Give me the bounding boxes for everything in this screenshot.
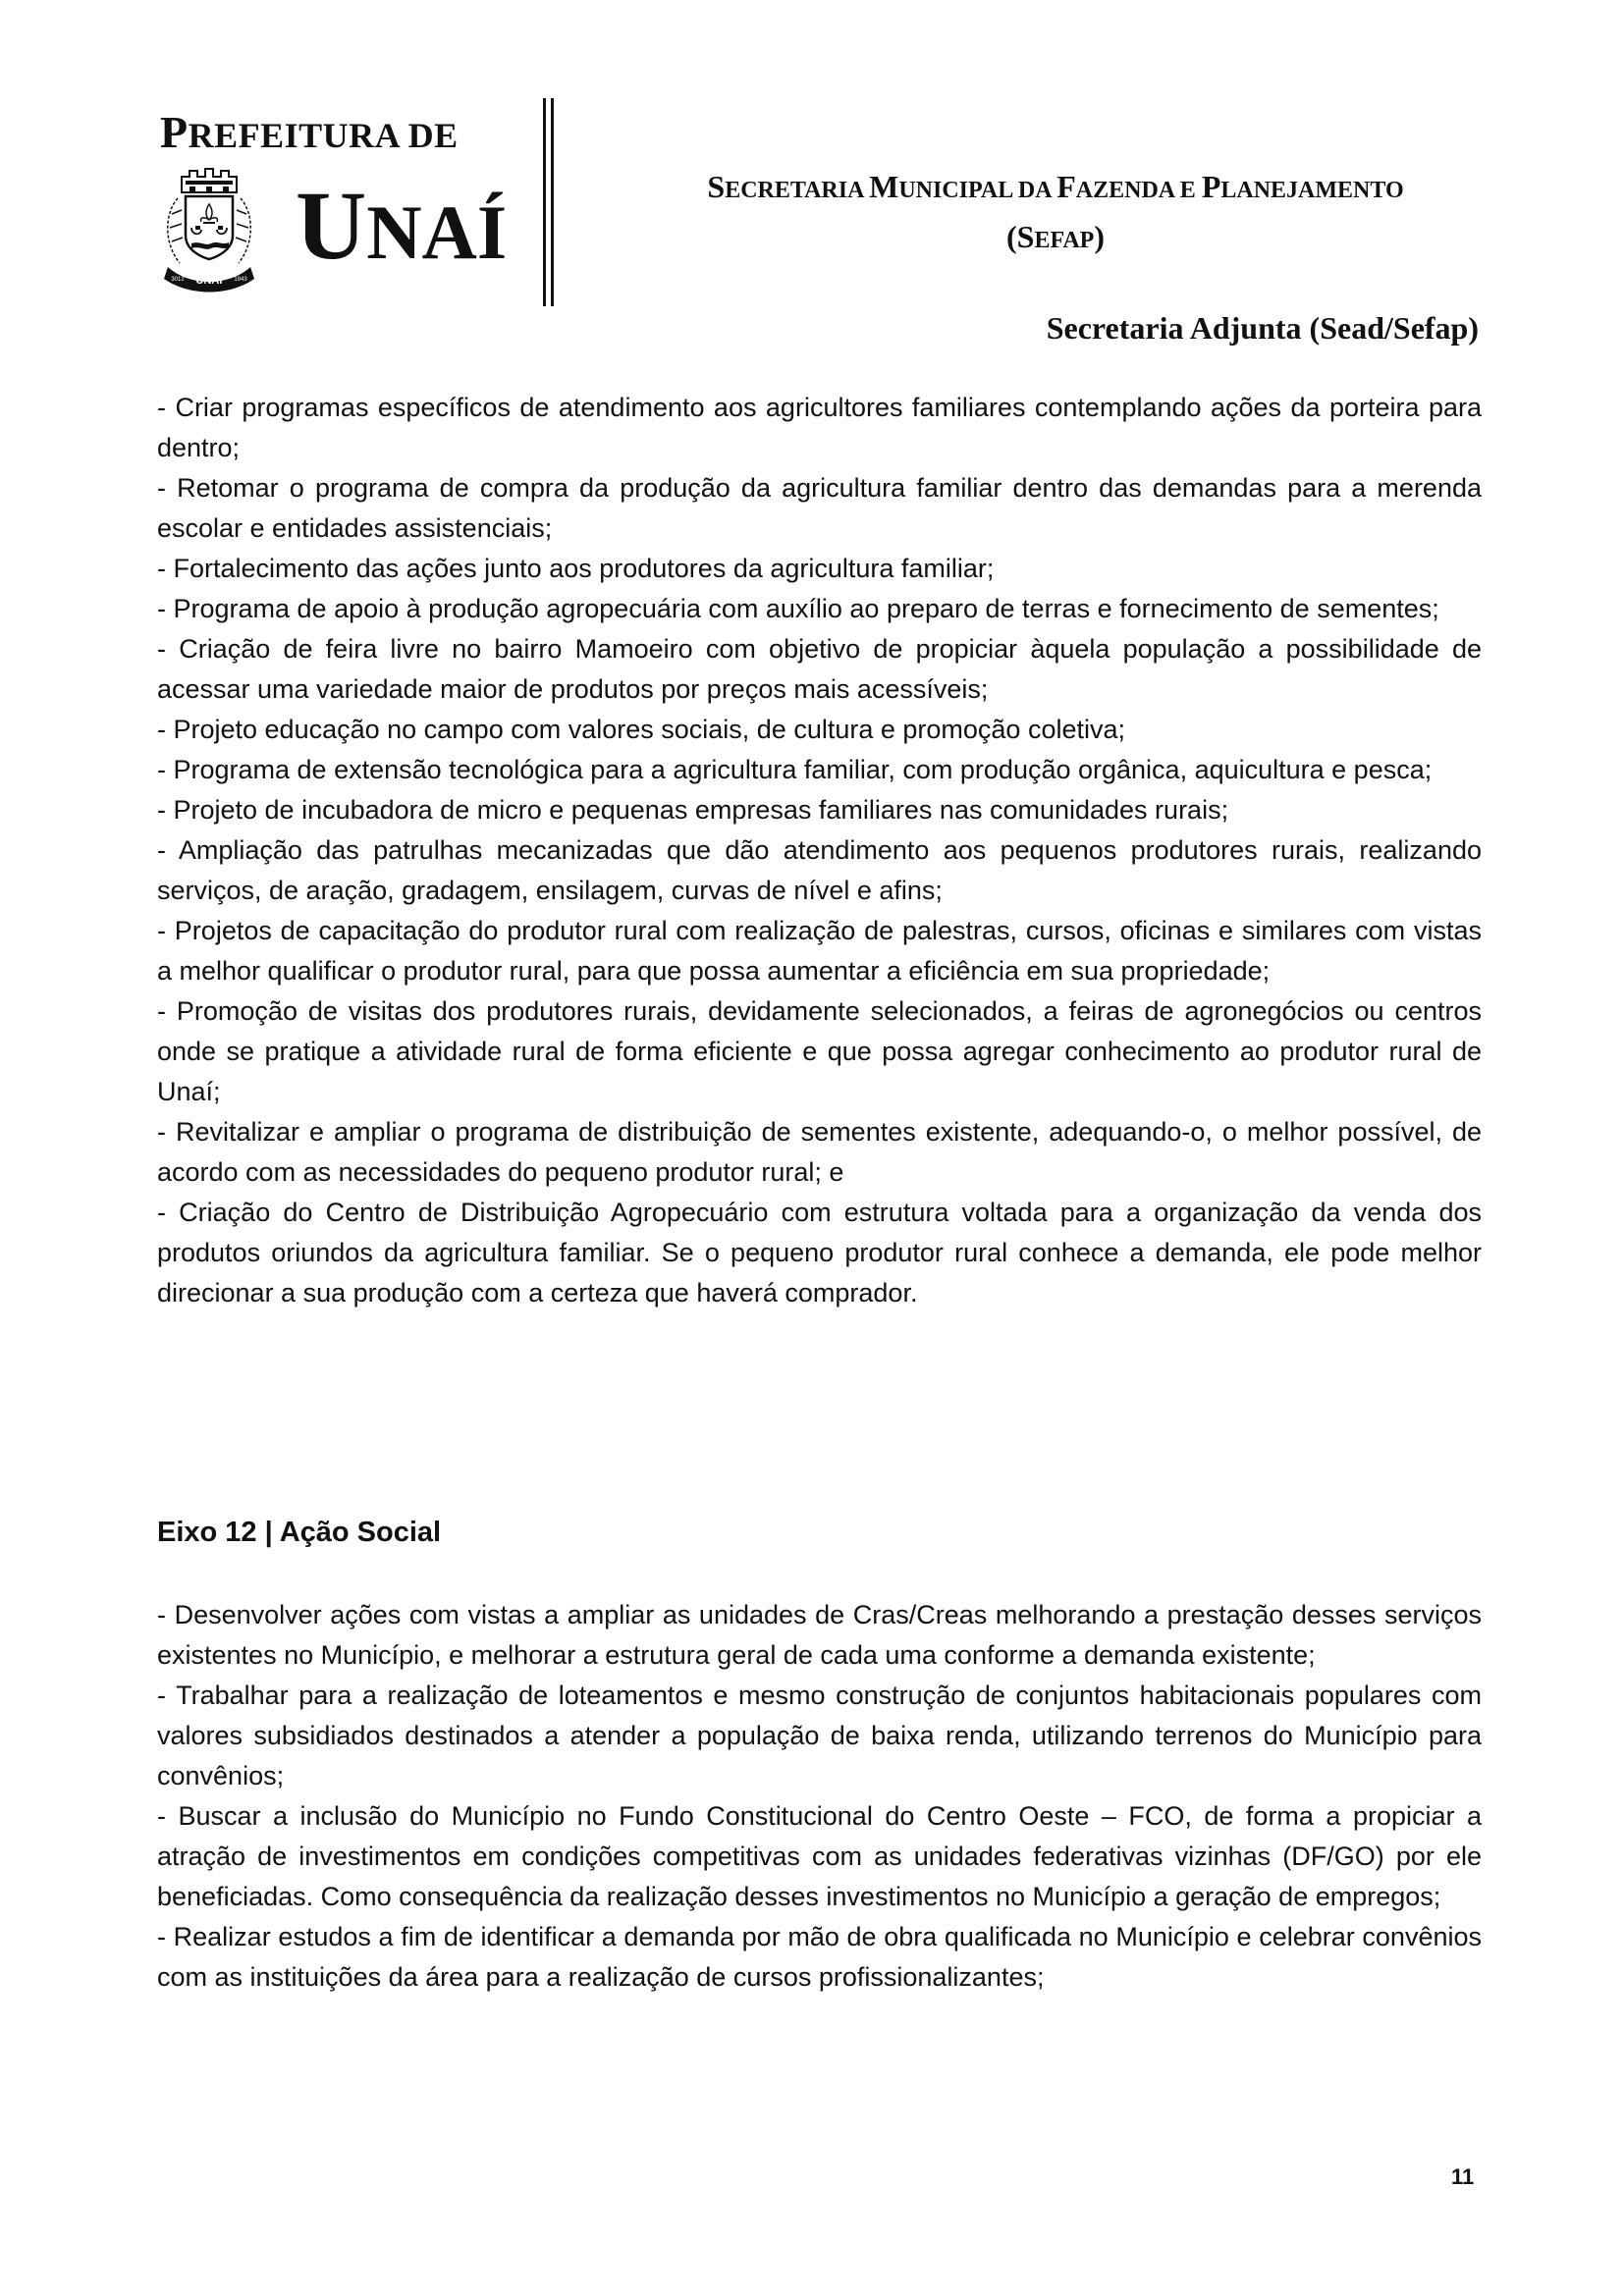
city-rest: NAÍ (366, 189, 508, 275)
list-item: - Criação do Centro de Distribuição Agropecuário com estrutura voltada para a organização da venda dos produtos oriundos da agricultura familiar. Se o pequeno produtor rural conhece a demanda, ele pode melhor direcionar a sua produção com a certeza que haverá comprador. (157, 1198, 1482, 1308)
city-logo-row (160, 165, 508, 293)
sec-word-initial: S (1016, 219, 1035, 254)
sec-word-initial: M (869, 169, 899, 204)
list-item: - Criação de feira livre no bairro Mamoeiro com objetivo de propiciar àquela população a possibilidade de acessar uma variedade maior de produtos por preços mais acessíveis; (157, 634, 1482, 704)
secretaria-title-line1 (589, 165, 1522, 215)
coat-of-arms-icon (160, 165, 258, 293)
prefeitura-rest: REFEITURA DE (188, 116, 459, 155)
list-item: - Retomar o programa de compra da produção da agricultura familiar dentro das demandas para a merenda escolar e entidades assistenciais; (157, 473, 1482, 543)
list-item: - Promoção de visitas dos produtores rurais, devidamente selecionados, a feiras de agronegócios ou centros onde se pratique a atividade rural de forma eficiente e que possa agregar conhecimento ao produtor rural de Unaí; (157, 996, 1482, 1106)
sec-paren-open: ( (1006, 219, 1017, 254)
crest-label: UNAÍ (195, 275, 223, 287)
list-item: - Criar programas específicos de atendimento aos agricultores familiares contemplando ações da porteira para dentro; (157, 393, 1482, 462)
city-initial: U (296, 171, 367, 280)
secretaria-title-line2 (589, 215, 1522, 265)
city-name (296, 171, 508, 280)
list-item: - Ampliação das patrulhas mecanizadas que dão atendimento aos pequenos produtores rurais, realizando serviços, de aração, gradagem, ensilagem, curvas de nível e afins; (157, 835, 1482, 905)
section-social-list (157, 1595, 1482, 1998)
section-agriculture-list (157, 388, 1482, 1313)
header-divider-right (551, 98, 554, 306)
sec-word-initial: P (1201, 169, 1221, 204)
section-heading: Eixo 12 | Ação Social (157, 1517, 442, 1548)
prefeitura-de-text (160, 107, 504, 157)
sec-word-rest: LANEJAMENTO (1220, 178, 1404, 203)
prefeitura-title (160, 107, 504, 157)
sec-word-rest: AZENDA E (1075, 178, 1202, 203)
list-item: - Projeto educação no campo com valores sociais, de cultura e promoção coletiva; (157, 715, 1126, 744)
sec-word-initial: S (707, 169, 726, 204)
list-item: - Trabalhar para a realização de loteamentos e mesmo construção de conjuntos habitacionais populares com valores subsidiados destinados a atender a população de baixa renda, utilizando terrenos do Município para convênios; (157, 1681, 1482, 1790)
header-divider-left (543, 98, 546, 306)
list-item: - Fortalecimento das ações junto aos produtores da agricultura familiar; (157, 554, 995, 583)
sec-word-initial: F (1056, 169, 1076, 204)
list-item: - Programa de apoio à produção agropecuária com auxílio ao preparo de terras e fornecimento de sementes; (157, 594, 1439, 623)
list-item: - Projeto de incubadora de micro e pequenas empresas familiares nas comunidades rurais; (157, 795, 1229, 825)
list-item: - Realizar estudos a fim de identificar a demanda por mão de obra qualificada no Município e celebrar convênios com as instituições da área para a realização de cursos profissionalizantes; (157, 1922, 1482, 1992)
list-item: - Revitalizar e ampliar o programa de distribuição de sementes existente, adequando-o, o melhor possível, de acordo com as necessidades do pequeno produtor rural; e (157, 1117, 1482, 1187)
sec-word-rest: EFAP (1034, 228, 1095, 253)
sec-word-rest: UNICIPAL DA (898, 178, 1057, 203)
secretaria-adjunta: Secretaria Adjunta (Sead/Sefap) (1046, 310, 1479, 346)
page-number: 11 (1451, 2164, 1475, 2189)
list-item: - Desenvolver ações com vistas a ampliar as unidades de Cras/Creas melhorando a prestação desses serviços existentes no Município, e melhorar a estrutura geral de cada uma conforme a demanda existente; (157, 1600, 1482, 1670)
list-item: - Projetos de capacitação do produtor rural com realização de palestras, cursos, oficinas e similares com vistas a melhor qualificar o produtor rural, para que possa aumentar a eficiência em sua propriedade; (157, 916, 1482, 986)
list-item: - Buscar a inclusão do Município no Fundo Constitucional do Centro Oeste – FCO, de forma a propiciar a atração de investimentos em condições competitivas com as unidades federativas vizinhas (DF/GO) por ele beneficiadas. Como consequência da realização desses investimentos no Município a geração de empregos; (157, 1801, 1482, 1911)
secretaria-title (589, 165, 1522, 265)
prefeitura-initial: P (160, 107, 189, 157)
crest-year-right: 1943 (234, 277, 247, 283)
crest-year-left: 3012 (171, 277, 185, 283)
sec-word-rest: ECRETARIA (725, 178, 870, 203)
sec-paren-close: ) (1094, 219, 1105, 254)
list-item: - Programa de extensão tecnológica para a agricultura familiar, com produção orgânica, aquicultura e pesca; (157, 755, 1433, 784)
